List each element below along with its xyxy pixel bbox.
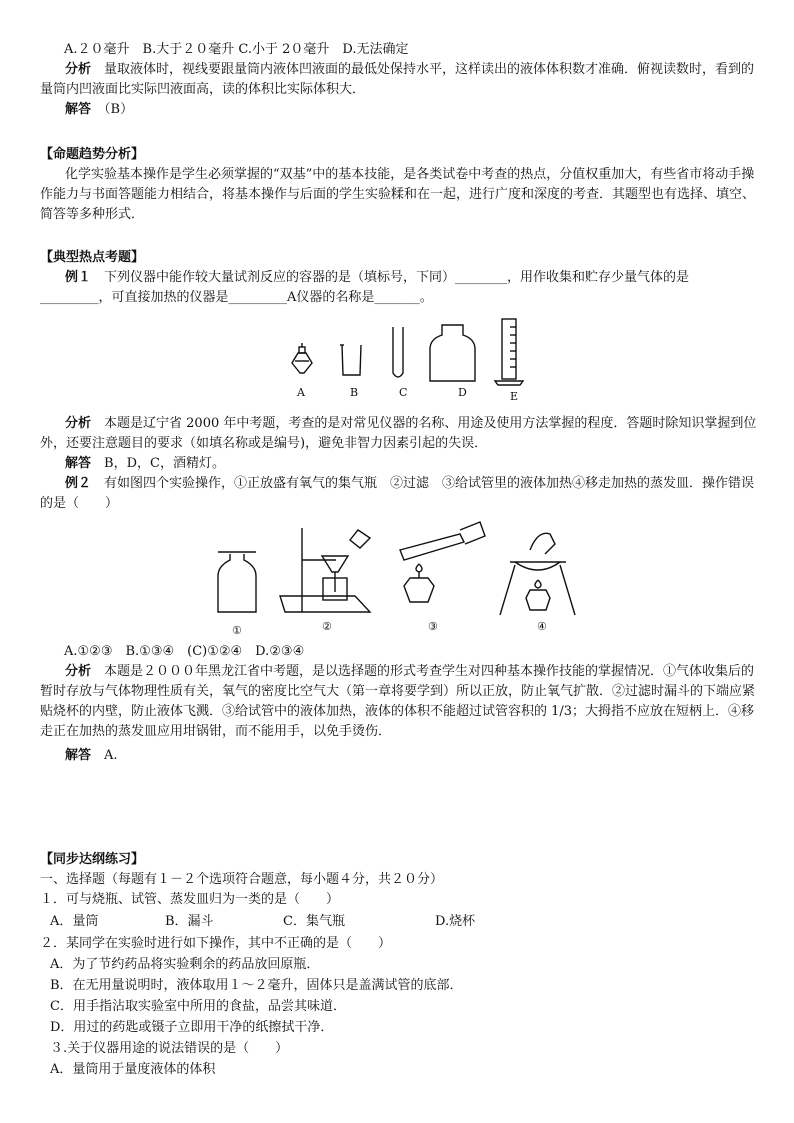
q0-answer <box>40 100 760 120</box>
answer-label: 解答 <box>65 102 92 117</box>
figure2-label: ④ <box>537 620 547 633</box>
example1-text <box>40 268 760 308</box>
example2-text <box>40 474 760 514</box>
analysis-label: 分析 <box>65 664 92 679</box>
analysis-label: 分析 <box>65 416 92 431</box>
example1-label: 例１ <box>65 270 92 285</box>
answer-label: 解答 <box>65 456 92 471</box>
question-3: ３.关于仪器用途的说法错误的是（ ） <box>50 1041 289 1056</box>
q0-analysis <box>40 60 760 100</box>
answer-text: A. <box>104 748 118 763</box>
figure2-label: ② <box>322 620 332 633</box>
trend-heading: 【命题趋势分析】 <box>40 147 145 162</box>
practice-heading: 【同步达纲练习】 <box>40 852 145 867</box>
example1-analysis <box>40 414 760 454</box>
gas-jar-drawing <box>430 325 475 381</box>
question-2-option: B．在无用量说明时，液体取用１～２毫升，固体只是盖满试管的底部． <box>50 978 463 993</box>
graduated-cylinder-drawing <box>495 319 523 385</box>
hot-heading: 【典型热点考题】 <box>40 250 145 265</box>
figure1-label: B <box>350 386 359 399</box>
question-2-option: C．用手指沾取实验室中所用的食盐，品尝其味道． <box>50 999 346 1014</box>
analysis-text: 本题是辽宁省 2000 年中考题，考查的是对常见仪器的名称、用途及使用方法掌握的程度．答题时除知识掌握到位外，还要注意题目的要求（如填名称或是编号)，避免非智力因素引起的失误． <box>40 416 757 451</box>
answer-text: （B） <box>104 102 134 117</box>
operations-figure <box>210 520 580 625</box>
figure1-label: A <box>297 386 305 399</box>
test-tube-drawing <box>393 327 403 377</box>
heating-test-tube-drawing <box>400 522 485 602</box>
evaporating-dish-drawing <box>500 533 575 615</box>
option: D.烧杯 <box>435 914 476 929</box>
gas-jar-operation-drawing <box>218 552 256 612</box>
instrument-figure <box>280 315 540 405</box>
answer-label: 解答 <box>65 748 92 763</box>
analysis-text: 本题是２０００年黑龙江省中考题，是以选择题的形式考查学生对四种基本操作技能的掌握情况．①气体收集后的暂时存放与气体物理性质有关，氧气的密度比空气大（第一章将要学到）所以正放，防止氧气扩散．②过滤时漏斗的下端应紧贴烧杯的内壁，防止液体飞溅．③给试管中的液体加热，液体的体积不能超过试管容积的 1/3；大拇指不应放在短柄上．④移走正在加热的蒸发皿应用坩锅钳，而不能用手，以免手烫伤． <box>40 664 756 739</box>
answer-text: B，D，C，酒精灯。 <box>104 456 225 471</box>
example2-body: 有如图四个实验操作，①正放盛有氧气的集气瓶 ②过滤 ③给试管里的液体加热④移走加热的蒸发皿．操作错误的是（ ） <box>40 476 755 511</box>
option: C．集气瓶 <box>283 914 345 929</box>
alcohol-lamp-drawing <box>292 343 312 373</box>
beaker-drawing <box>342 345 361 375</box>
question-2-option: A．为了节约药品将实验剩余的药品放回原瓶． <box>50 957 320 972</box>
example2-analysis <box>40 662 760 742</box>
question-2-option: D．用过的药匙或镊子立即用干净的纸擦拭干净． <box>50 1020 334 1035</box>
example2-answer <box>40 746 760 766</box>
analysis-label: 分析 <box>65 62 92 77</box>
example2-options: A.①②③ B.①③④ (C)①②④ D.②③④ <box>64 644 305 659</box>
figure1-label: C <box>399 386 408 399</box>
example1-body: 下列仪器中能作较大量试剂反应的容器的是（填标号，下同）________，用作收集和贮存少量气体的是_________，可直接加热的仪器是_________A仪器的名称是_______。 <box>40 270 690 305</box>
trend-body: 化学实验基本操作是学生必须掌握的“双基”中的基本技能，是各类试卷中考查的热点，分值权重加大，有些省市将动手操作能力与书面答题能力相结合，将基本操作与后面的学生实验糅和在一起，进行广度和深度的考查．其题型也有选择、填空、简答等多种形式． <box>40 167 756 222</box>
question-2: ２．某同学在实验时进行如下操作，其中不正确的是（ ） <box>40 936 392 951</box>
q0-options: A.２０毫升 B.大于２０毫升 C.小于 2０毫升 D.无法确定 <box>64 42 409 57</box>
section-title: 一、选择题（每题有１－２个选项符合题意，每小题４分，共２０分） <box>40 872 444 887</box>
question-3-option: A．量筒用于量度液体的体积 <box>50 1062 216 1077</box>
figure1-label: D <box>458 386 467 399</box>
example1-answer <box>40 454 760 474</box>
example2-label: 例２ <box>65 476 92 491</box>
figure2-label: ③ <box>428 620 438 633</box>
filtration-drawing <box>280 528 370 612</box>
figure1-label: E <box>510 390 519 403</box>
question-1: １．可与烧瓶、试管、蒸发皿归为一类的是（ ） <box>40 892 340 907</box>
option: A．量筒 <box>50 914 99 929</box>
option: B．漏斗 <box>165 914 214 929</box>
figure2-label: ① <box>232 624 242 637</box>
analysis-text: 量取液体时，视线要跟量筒内液体凹液面的最低处保持水平，这样读出的液体体积数才准确．俯视读数时，看到的量筒内凹液面比实际凹液面高，读的体积比实际体积大． <box>40 62 755 97</box>
